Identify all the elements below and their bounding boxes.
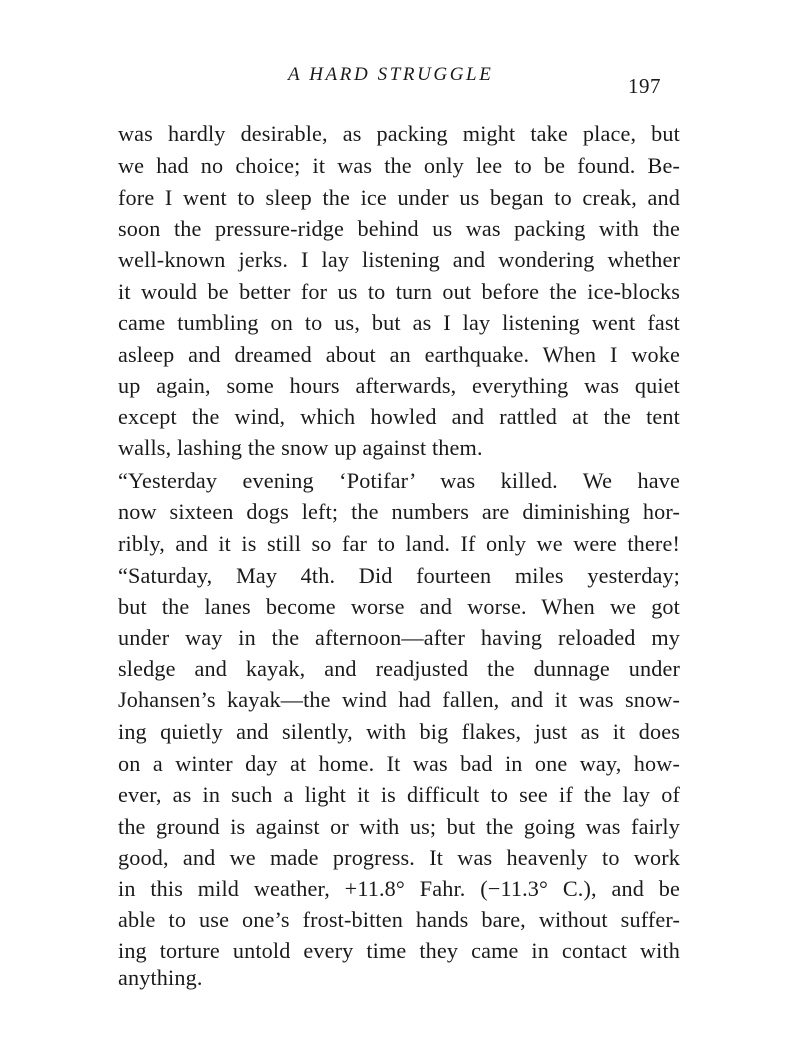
text-line: but the lanes become worse and worse. When we got <box>118 594 680 619</box>
text-line: Johansen’s kayak—the wind had fallen, and it was snow- <box>118 687 680 712</box>
text-line: able to use one’s frost-bitten hands bare, without suffer- <box>118 907 680 932</box>
text-line: “Saturday, May 4th. Did fourteen miles yesterday; <box>118 563 680 588</box>
text-line: soon the pressure-ridge behind us was packing with the <box>118 216 680 241</box>
text-line: under way in the afternoon—after having reloaded my <box>118 625 680 650</box>
text-line: came tumbling on to us, but as I lay listening went fast <box>118 310 680 335</box>
text-line: the ground is against or with us; but the going was fairly <box>118 814 680 839</box>
text-line: up again, some hours afterwards, everything was quiet <box>118 373 680 398</box>
text-line: sledge and kayak, and readjusted the dunnage under <box>118 656 680 681</box>
text-line: walls, lashing the snow up against them. <box>118 435 483 460</box>
page-number: 197 <box>628 74 661 98</box>
text-line: well-known jerks. I lay listening and wondering whether <box>118 247 680 272</box>
text-line: ing quietly and silently, with big flakes, just as it does <box>118 719 680 744</box>
running-title: A HARD STRUGGLE <box>288 64 494 85</box>
text-line: ribly, and it is still so far to land. If only we were there! <box>118 531 680 556</box>
text-line: fore I went to sleep the ice under us began to creak, and <box>118 185 680 210</box>
text-line: ing torture untold every time they came in contact with <box>118 938 680 963</box>
text-line: anything. <box>118 965 203 990</box>
text-line: except the wind, which howled and rattled at the tent <box>118 404 680 429</box>
text-line: it would be better for us to turn out before the ice-blocks <box>118 279 680 304</box>
text-line: good, and we made progress. It was heavenly to work <box>118 845 680 870</box>
text-line: in this mild weather, +11.8° Fahr. (−11.3° C.), and be <box>118 876 680 901</box>
text-line: now sixteen dogs left; the numbers are diminishing hor- <box>118 499 680 524</box>
text-line: ever, as in such a light it is difficult to see if the lay of <box>118 782 680 807</box>
text-line: we had no choice; it was the only lee to be found. Be- <box>118 153 680 178</box>
text-line: “Yesterday evening ‘Potifar’ was killed. We have <box>118 468 680 493</box>
text-line: asleep and dreamed about an earthquake. When I woke <box>118 342 680 367</box>
text-line: on a winter day at home. It was bad in one way, how- <box>118 751 680 776</box>
text-line: was hardly desirable, as packing might take place, but <box>118 121 680 146</box>
